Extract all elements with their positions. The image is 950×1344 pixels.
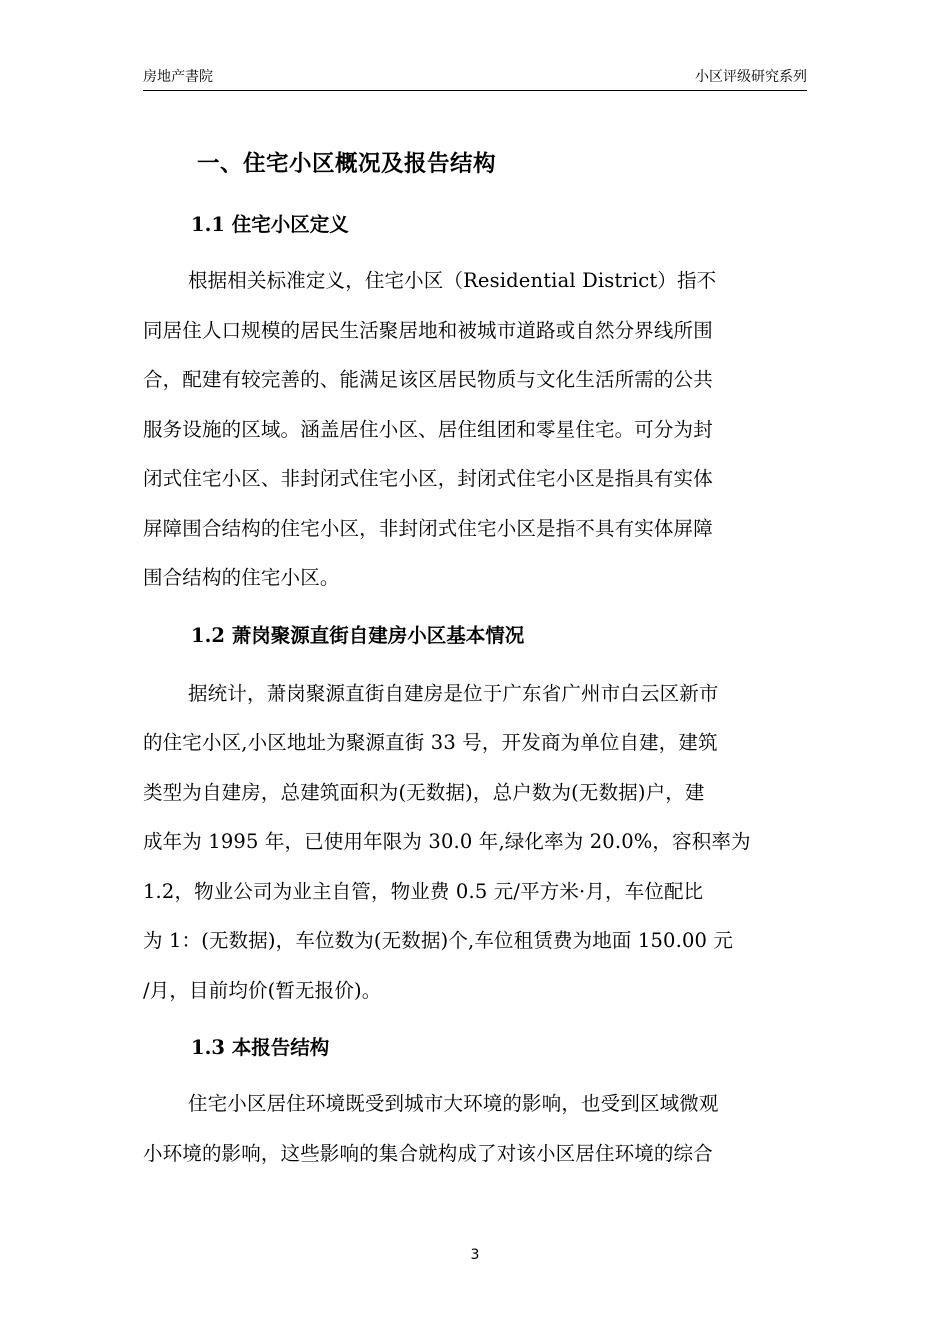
paragraph-line: 小环境的影响，这些影响的集合就构成了对该小区居住环境的综合 xyxy=(143,1141,713,1165)
header-series-title: 小区评级研究系列 xyxy=(695,69,807,85)
subsection-title-1-2: 1.2 萧岗聚源直街自建房小区基本情况 xyxy=(191,623,525,647)
paragraph-line: 住宅小区居住环境既受到城市大环境的影响，也受到区域微观 xyxy=(188,1092,719,1115)
paragraph-line: 的住宅小区,小区地址为聚源直街 33 号，开发商为单位自建，建筑 xyxy=(143,731,718,754)
paragraph-line: 服务设施的区域。涵盖居住小区、居住组团和零星住宅。可分为封 xyxy=(143,417,713,441)
page-number: 3 xyxy=(470,1247,480,1263)
section-title: 一、住宅小区概况及报告结构 xyxy=(197,151,497,177)
page-content xyxy=(143,140,807,1178)
header-publisher: 房地产書院 xyxy=(143,69,213,85)
paragraph-basic-info xyxy=(143,669,807,1016)
paragraph-line: /月，目前均价(暂无报价)。 xyxy=(143,978,382,1002)
paragraph-line: 据统计，萧岗聚源直街自建房是位于广东省广州市白云区新市 xyxy=(188,681,719,705)
subsection-title-1-3: 1.3 本报告结构 xyxy=(191,1036,330,1059)
paragraph-line: 1.2，物业公司为业主自管，物业费 0.5 元/平方米·月，车位配比 xyxy=(143,879,704,903)
paragraph-line: 闭式住宅小区、非封闭式住宅小区，封闭式住宅小区是指具有实体 xyxy=(143,467,713,490)
paragraph-line: 为 1：(无数据)，车位数为(无数据)个,车位租赁费为地面 150.00 元 xyxy=(143,929,734,952)
paragraph-definition xyxy=(143,256,807,603)
page-header xyxy=(143,66,807,91)
paragraph-line: 成年为 1995 年，已使用年限为 30.0 年,绿化率为 20.0%，容积率为 xyxy=(143,830,751,853)
paragraph-line: 根据相关标准定义，住宅小区（Residential District）指不 xyxy=(188,269,717,292)
paragraph-line: 围合结构的住宅小区。 xyxy=(143,566,340,589)
paragraph-report-structure xyxy=(143,1079,807,1178)
paragraph-line: 同居住人口规模的居民生活聚居地和被城市道路或自然分界线所围 xyxy=(143,318,713,342)
paragraph-line: 类型为自建房，总建筑面积为(无数据)，总户数为(无数据)户，建 xyxy=(143,780,705,804)
subsection-title-1-1: 1.1 住宅小区定义 xyxy=(191,213,349,236)
paragraph-line: 合，配建有较完善的、能满足该区居民物质与文化生活所需的公共 xyxy=(143,368,713,391)
paragraph-line: 屏障围合结构的住宅小区，非封闭式住宅小区是指不具有实体屏障 xyxy=(143,516,713,540)
